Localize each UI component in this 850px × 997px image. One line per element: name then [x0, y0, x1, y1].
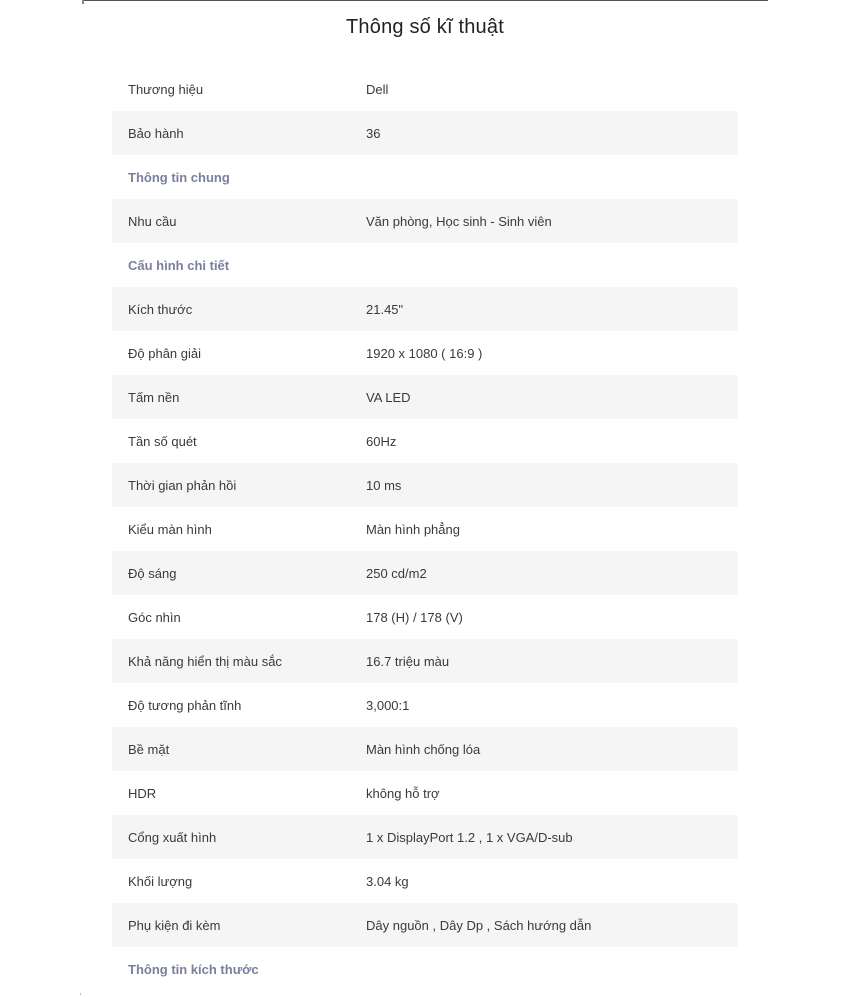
spec-row — [112, 859, 738, 903]
spec-label: Cổng xuất hình — [128, 829, 217, 845]
section-heading: Thông tin kích thước — [128, 961, 259, 977]
spec-row — [112, 595, 738, 639]
spec-label: Nhu cầu — [128, 213, 177, 229]
spec-row — [112, 815, 738, 859]
spec-table — [112, 67, 738, 991]
section-heading-row — [112, 243, 738, 287]
spec-value: VA LED — [366, 389, 411, 405]
spec-row — [112, 463, 738, 507]
spec-value: Dell — [366, 81, 389, 97]
spec-row — [112, 903, 738, 947]
page-title: Thông số kĩ thuật — [346, 16, 504, 38]
spec-row — [112, 507, 738, 551]
spec-row — [112, 375, 738, 419]
spec-row — [112, 683, 738, 727]
spec-value: 1920 x 1080 ( 16:9 ) — [366, 345, 483, 361]
spec-label: Độ phân giải — [128, 345, 201, 361]
spec-value: 1 x DisplayPort 1.2 , 1 x VGA/D-sub — [366, 829, 573, 845]
spec-value: 10 ms — [366, 477, 402, 493]
spec-row — [112, 287, 738, 331]
spec-value: Dây nguồn , Dây Dp , Sách hướng dẫn — [366, 917, 592, 933]
spec-label: Khối lượng — [128, 873, 193, 889]
spec-label: Khả năng hiển thị màu sắc — [128, 653, 282, 669]
spec-value: 250 cd/m2 — [366, 565, 427, 581]
spec-row — [112, 199, 738, 243]
top-border-corner — [82, 0, 84, 4]
spec-value: 60Hz — [366, 433, 397, 449]
spec-row — [112, 727, 738, 771]
spec-value: Màn hình phẳng — [366, 521, 460, 537]
section-heading-row — [112, 155, 738, 199]
spec-label: Tần số quét — [128, 433, 197, 449]
spec-label: HDR — [128, 785, 157, 801]
section-heading: Cấu hình chi tiết — [128, 257, 230, 273]
spec-value: 3,000:1 — [366, 697, 410, 713]
top-border — [82, 0, 768, 1]
spec-label: Độ tương phản tĩnh — [128, 697, 242, 713]
spec-row — [112, 331, 738, 375]
spec-label: Kiểu màn hình — [128, 521, 212, 537]
spec-value: 3.04 kg — [366, 873, 409, 889]
spec-label: Độ sáng — [128, 565, 177, 581]
spec-label: Bề mặt — [128, 741, 170, 757]
spec-label: Thương hiệu — [128, 81, 204, 97]
spec-value: không hỗ trợ — [366, 785, 440, 801]
spec-row — [112, 771, 738, 815]
spec-label: Bảo hành — [128, 125, 184, 141]
corner-mark — [80, 993, 81, 995]
spec-label: Góc nhìn — [128, 609, 181, 625]
spec-label: Thời gian phản hồi — [128, 477, 237, 493]
spec-row — [112, 111, 738, 155]
spec-row — [112, 67, 738, 111]
spec-value: 36 — [366, 125, 381, 141]
spec-row — [112, 639, 738, 683]
section-heading-row — [112, 947, 738, 991]
spec-label: Kích thước — [128, 301, 193, 317]
spec-value: Màn hình chống lóa — [366, 741, 481, 757]
section-heading: Thông tin chung — [128, 169, 230, 185]
spec-row — [112, 419, 738, 463]
spec-label: Tấm nền — [128, 389, 180, 405]
spec-value: 21.45" — [366, 301, 404, 317]
spec-label: Phụ kiện đi kèm — [128, 917, 221, 933]
spec-value: Văn phòng, Học sinh - Sinh viên — [366, 213, 552, 229]
spec-row — [112, 551, 738, 595]
spec-value: 16.7 triệu màu — [366, 653, 450, 669]
spec-value: 178 (H) / 178 (V) — [366, 609, 463, 625]
